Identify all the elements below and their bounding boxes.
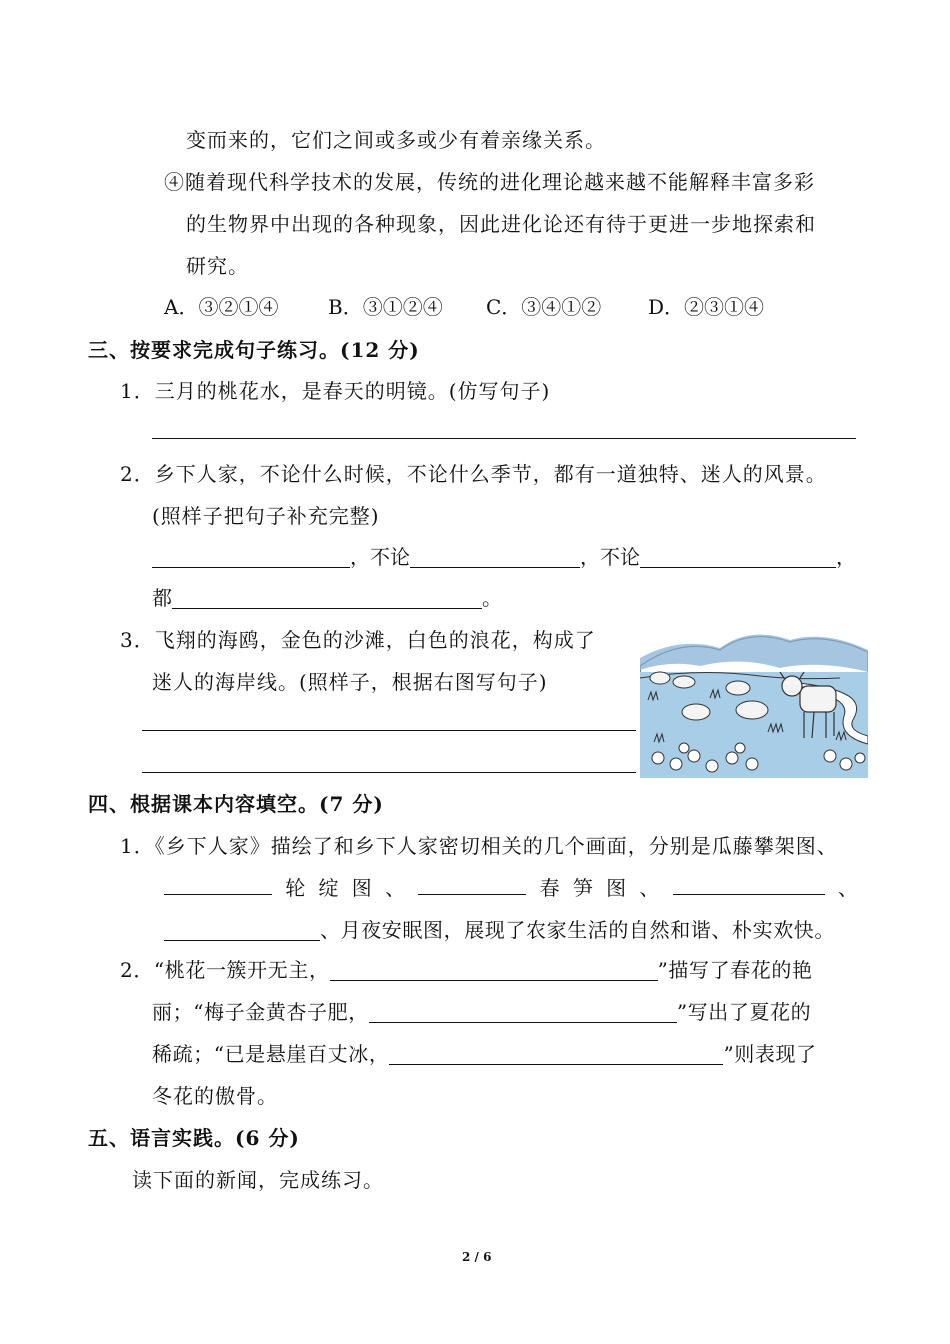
seaside-pasture-illustration bbox=[640, 620, 868, 778]
answer-line[interactable] bbox=[142, 772, 636, 773]
answer-line[interactable] bbox=[152, 438, 856, 439]
text-line: ④随着现代科学技术的发展，传统的进化理论越来越不能解释丰富多彩 bbox=[164, 170, 815, 194]
text: 、 bbox=[837, 876, 858, 900]
answer-blank[interactable] bbox=[330, 960, 658, 981]
question-4-1-fill-row bbox=[164, 874, 858, 902]
text-line: 的生物界中出现的各种现象，因此进化论还有待于更进一步地探索和 bbox=[186, 212, 816, 236]
answer-line[interactable] bbox=[142, 730, 636, 731]
answer-blank[interactable] bbox=[640, 547, 836, 568]
option-c[interactable]: C．③④①② bbox=[486, 295, 602, 319]
text: 、月夜安眠图，展现了农家生活的自然和谐、朴实欢快。 bbox=[320, 918, 835, 942]
answer-blank[interactable] bbox=[152, 547, 350, 568]
text-line: 研究。 bbox=[186, 254, 249, 278]
section-5-heading: 五、语言实践。(6 分) bbox=[88, 1126, 300, 1150]
text: ”写出了夏花的 bbox=[676, 1000, 812, 1024]
text: 、 bbox=[639, 876, 660, 900]
text: 都 bbox=[152, 586, 172, 610]
answer-blank[interactable] bbox=[389, 1044, 723, 1065]
option-b[interactable]: B．③①②④ bbox=[328, 295, 443, 319]
answer-blank[interactable] bbox=[418, 874, 526, 895]
text: 。 bbox=[482, 586, 502, 610]
question-4-2-row bbox=[152, 1040, 817, 1068]
text: 春 bbox=[539, 876, 560, 900]
answer-blank[interactable] bbox=[410, 547, 580, 568]
text: 绽 bbox=[318, 876, 339, 900]
section-4-heading: 四、根据课本内容填空。(7 分) bbox=[88, 792, 384, 816]
sheep-icon bbox=[736, 701, 768, 719]
question-4-2-row bbox=[152, 998, 811, 1026]
option-a[interactable]: A．③②①④ bbox=[164, 295, 279, 319]
answer-blank[interactable] bbox=[369, 1002, 677, 1023]
text: ，不论 bbox=[350, 545, 410, 569]
text: ， bbox=[836, 545, 856, 569]
text: 丽；“梅子金黄杏子肥， bbox=[152, 1000, 369, 1024]
text: 轮 bbox=[285, 876, 306, 900]
question-3-2-fill-row bbox=[152, 584, 502, 612]
text: 图 bbox=[606, 876, 627, 900]
question-3-2-instruction: (照样子把句子补充完整) bbox=[152, 504, 380, 528]
section-5-intro: 读下面的新闻，完成练习。 bbox=[132, 1168, 384, 1192]
text-line: 变而来的，它们之间或多或少有着亲缘关系。 bbox=[186, 128, 606, 152]
sheep-icon bbox=[682, 704, 710, 720]
option-d[interactable]: D．②③①④ bbox=[648, 295, 765, 319]
question-4-2-row bbox=[120, 956, 813, 984]
text: ，不论 bbox=[580, 545, 640, 569]
sheep-icon bbox=[673, 676, 695, 688]
text: ”则表现了 bbox=[723, 1042, 817, 1066]
answer-blank[interactable] bbox=[164, 920, 320, 941]
answer-blank[interactable] bbox=[164, 874, 272, 895]
text: 、 bbox=[385, 876, 406, 900]
text: 稀疏；“已是悬崖百丈冰， bbox=[152, 1042, 390, 1066]
question-4-2-end: 冬花的傲骨。 bbox=[152, 1084, 278, 1108]
sheep-icon bbox=[650, 672, 670, 684]
question-4-1: 1．《乡下人家》描绘了和乡下人家密切相关的几个画面，分别是瓜藤攀架图、 bbox=[120, 834, 838, 858]
answer-blank[interactable] bbox=[172, 588, 482, 609]
answer-blank[interactable] bbox=[673, 874, 825, 895]
text: ”描写了春花的艳 bbox=[657, 958, 813, 982]
text: 笋 bbox=[572, 876, 593, 900]
question-4-1-fill-row bbox=[164, 916, 835, 944]
question-3-1: 1．三月的桃花水，是春天的明镜。(仿写句子) bbox=[120, 379, 551, 403]
question-3-2: 2．乡下人家，不论什么时候，不论什么季节，都有一道独特、迷人的风景。 bbox=[120, 462, 827, 486]
section-3-heading: 三、按要求完成句子练习。(12 分) bbox=[88, 338, 420, 362]
text: 图 bbox=[351, 876, 372, 900]
question-3-2-fill-row bbox=[152, 543, 856, 571]
page-number: 2 / 6 bbox=[462, 1250, 492, 1264]
question-3-3: 3．飞翔的海鸥，金色的沙滩，白色的浪花，构成了 bbox=[120, 628, 596, 652]
sheep-icon bbox=[726, 681, 750, 695]
question-3-3-instruction: 迷人的海岸线。(照样子，根据右图写句子) bbox=[152, 670, 548, 694]
text: 2．“桃花一簇开无主， bbox=[120, 958, 330, 982]
